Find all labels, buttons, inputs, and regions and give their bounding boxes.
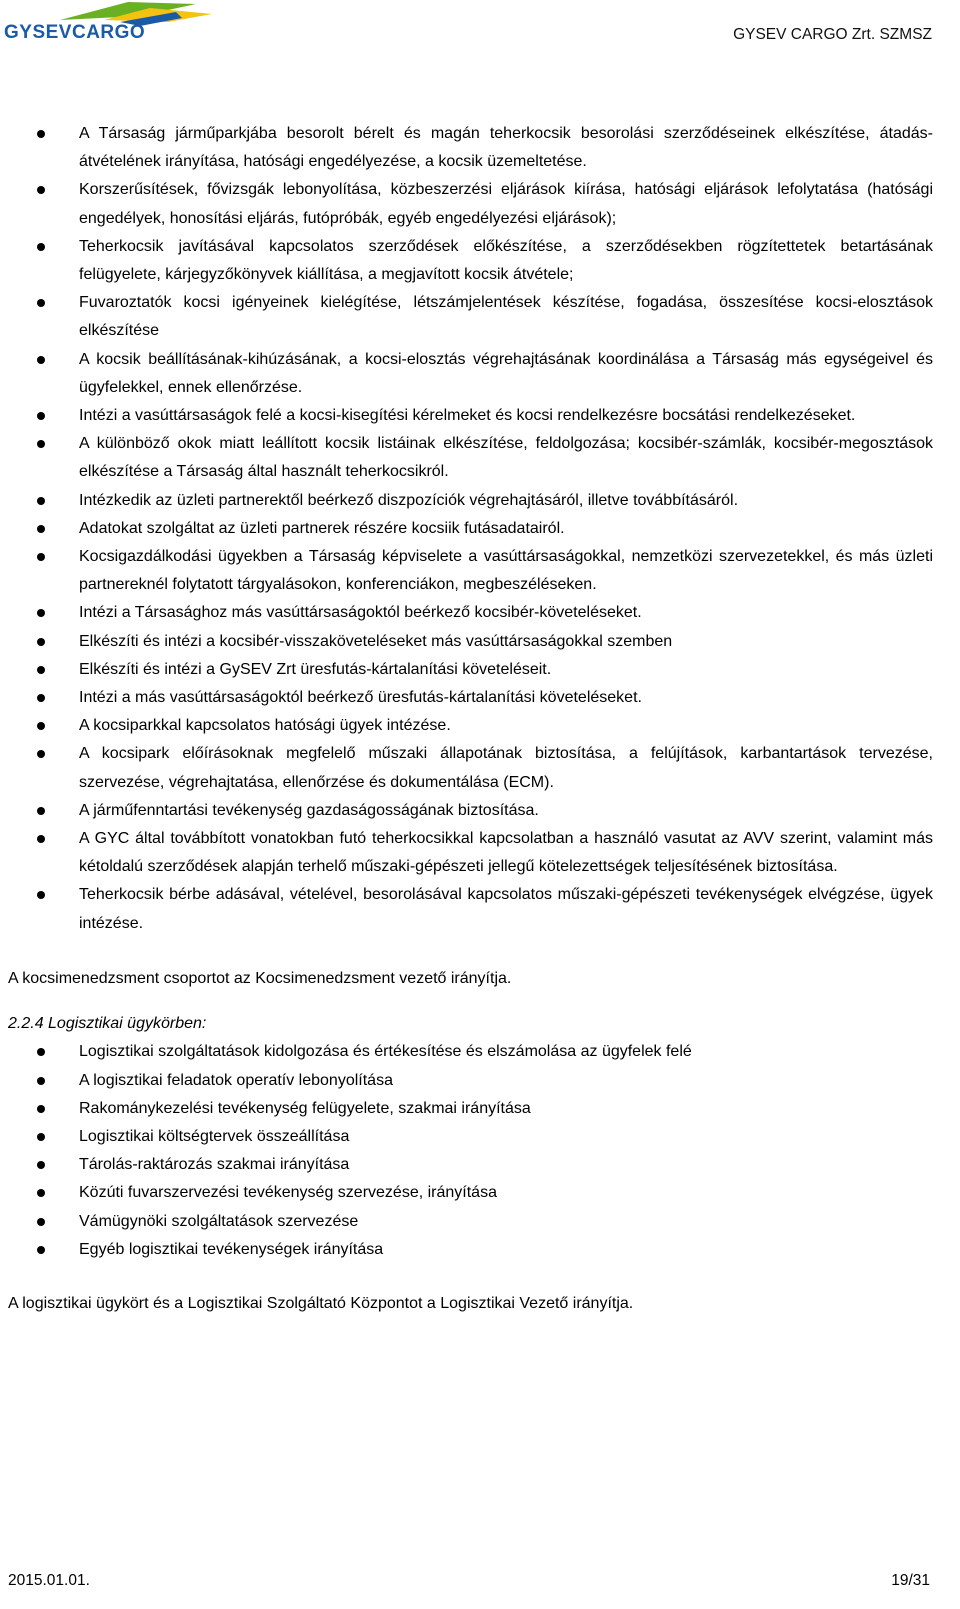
responsibility-list-logistics <box>8 1038 933 1264</box>
document-body <box>8 120 933 1318</box>
footer-page-number: 19/31 <box>891 1572 930 1589</box>
list-item: Adatokat szolgáltat az üzleti partnerek részére kocsiik futásadatairól. <box>8 515 933 543</box>
list-item: Intézkedik az üzleti partnerektől beérkező diszpozíciók végrehajtásáról, illetve továbbításáról. <box>8 487 933 515</box>
list-item: A logisztikai feladatok operatív lebonyolítása <box>8 1067 933 1095</box>
list-item: A különböző okok miatt leállított kocsik listáinak elkészítése, feldolgozása; kocsibér-számlák, kocsibér-megosztások elkészítése a Társaság által használt teherkocsikról. <box>8 430 933 486</box>
list-item: Intézi a Társasághoz más vasúttársaságoktól beérkező kocsibér-követeléseket. <box>8 599 933 627</box>
logo-text-cargo: CARGO <box>71 22 146 43</box>
section-heading-logistics: 2.2.4 Logisztikai ügykörben: <box>8 1015 207 1033</box>
list-item: Intézi a vasúttársaságok felé a kocsi-kisegítési kérelmeket és kocsi rendelkezésre bocsátási rendelkezéseket. <box>8 402 933 430</box>
list-item: Közúti fuvarszervezési tevékenység szervezése, irányítása <box>8 1179 933 1207</box>
list-item: A GYC által továbbított vonatokban futó teherkocsikkal kapcsolatban a használó vasutat az AVV szerint, valamint más kétoldalú szerződések alapján terhelő műszaki-gépészeti jellegű kötelezettségek teljesítésének biztosítása. <box>8 825 933 881</box>
list-item: Teherkocsik bérbe adásával, vételével, besorolásával kapcsolatos műszaki-gépészeti tevékenységek elvégzése, ügyek intézése. <box>8 881 933 937</box>
list-item: A Társaság járműparkjába besorolt bérelt és magán teherkocsik besorolási szerződéseinek elkészítése, átadás-átvételének irányítása, hatósági engedélyezése, a kocsik üzemeltetése. <box>8 120 933 176</box>
list-item: Rakománykezelési tevékenység felügyelete, szakmai irányítása <box>8 1095 933 1123</box>
list-item: Fuvaroztatók kocsi igényeinek kielégítése, létszámjelentések készítése, fogadása, összesítése kocsi-elosztások elkészítése <box>8 289 933 345</box>
paragraph-logistics-lead: A logisztikai ügykört és a Logisztikai Szolgáltató Központot a Logisztikai Vezető irányítja. <box>8 1294 634 1312</box>
company-logo <box>0 0 220 48</box>
list-item: Elkészíti és intézi a kocsibér-visszaköveteléseket más vasúttársaságokkal szemben <box>8 628 933 656</box>
footer-date: 2015.01.01. <box>8 1572 90 1589</box>
document-header-title: GYSEV CARGO Zrt. SZMSZ <box>733 26 932 43</box>
list-item: Kocsigazdálkodási ügyekben a Társaság képviselete a vasúttársaságokkal, nemzetközi szervezetekkel, és más üzleti partnereknél folytatott tárgyalásokon, konferenciákon, megbeszéléseken. <box>8 543 933 599</box>
list-item: Teherkocsik javításával kapcsolatos szerződések előkészítése, a szerződésekben rögzítettetek betartásának felügyelete, kárjegyzőkönyvek kiállítása, a megjavított kocsik átvétele; <box>8 233 933 289</box>
list-item: Elkészíti és intézi a GySEV Zrt üresfutás-kártalanítási követeléseit. <box>8 656 933 684</box>
list-item: Intézi a más vasúttársaságoktól beérkező üresfutás-kártalanítási követeléseket. <box>8 684 933 712</box>
list-item: A kocsipark előírásoknak megfelelő műszaki állapotának biztosítása, a felújítások, karbantartások tervezése, szervezése, végrehajtatása, ellenőrzése és dokumentálása (ECM). <box>8 740 933 796</box>
list-item: Korszerűsítések, fővizsgák lebonyolítása, közbeszerzési eljárások kiírása, hatósági eljárások lefolytatása (hatósági engedélyek, honosítási eljárás, futópróbák, egyéb engedélyezési eljárások); <box>8 176 933 232</box>
list-item: A kocsik beállításának-kihúzásának, a kocsi-elosztás végrehajtásának koordinálása a Társaság más egységeivel és ügyfelekkel, ennek ellenőrzése. <box>8 346 933 402</box>
list-item: Egyéb logisztikai tevékenységek irányítása <box>8 1236 933 1264</box>
list-item: Tárolás-raktározás szakmai irányítása <box>8 1151 933 1179</box>
list-item: Logisztikai költségtervek összeállítása <box>8 1123 933 1151</box>
paragraph-wagon-management-lead: A kocsimenedzsment csoportot az Kocsimenedzsment vezető irányítja. <box>8 969 512 987</box>
list-item: A kocsiparkkal kapcsolatos hatósági ügyek intézése. <box>8 712 933 740</box>
list-item: Logisztikai szolgáltatások kidolgozása és értékesítése és elszámolása az ügyfelek felé <box>8 1038 933 1066</box>
list-item: A járműfenntartási tevékenység gazdaságosságának biztosítása. <box>8 797 933 825</box>
logo-text <box>4 22 145 44</box>
logo-text-gysev: GYSEV <box>4 22 72 43</box>
responsibility-list-wagon-management <box>8 120 933 938</box>
list-item: Vámügynöki szolgáltatások szervezése <box>8 1208 933 1236</box>
